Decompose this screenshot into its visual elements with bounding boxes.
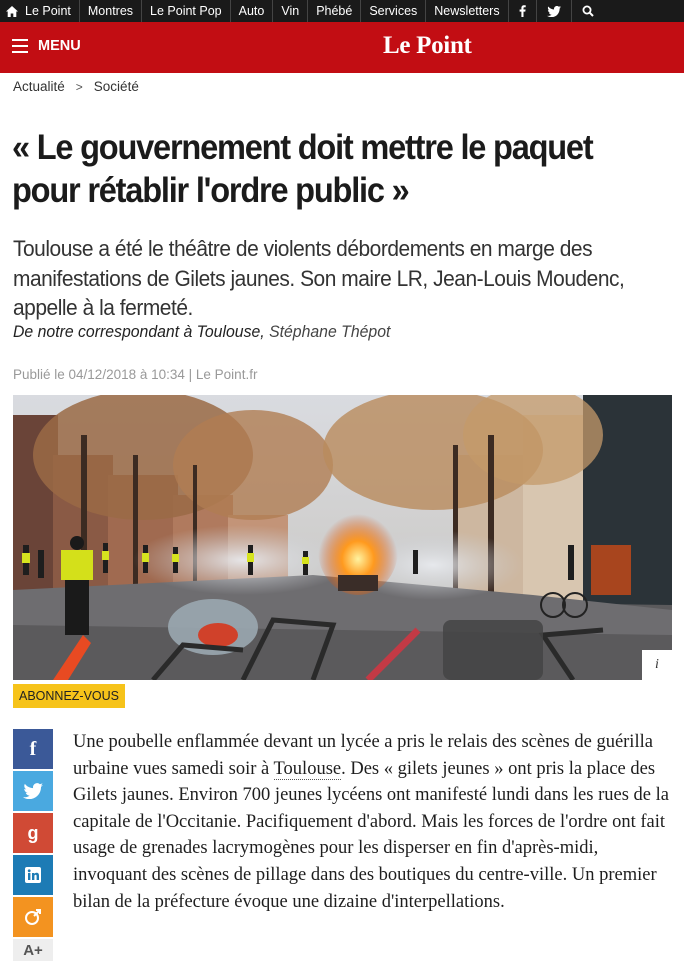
font-size-icon: A+	[23, 941, 43, 959]
nav-item-label: Vin	[281, 4, 300, 18]
nav-item-vin[interactable]	[273, 0, 308, 22]
nav-item-label: Auto	[238, 4, 265, 18]
nav-item-newsletters[interactable]	[426, 0, 508, 22]
facebook-link[interactable]	[509, 0, 537, 22]
body-text-part: Une poubelle enflammée devant un lycée a pris le relais des scènes de guérilla urbaine vues samedi soir à	[73, 732, 653, 779]
share-email-button[interactable]	[13, 897, 53, 937]
photo-info-button[interactable]: i	[642, 650, 672, 680]
twitter-icon	[547, 6, 561, 17]
breadcrumb-item-actualite[interactable]: Actualité	[13, 79, 65, 94]
linkedin-icon	[25, 867, 41, 883]
nav-item-services[interactable]	[361, 0, 426, 22]
breadcrumb	[13, 79, 139, 94]
site-header	[0, 22, 684, 73]
twitter-icon	[23, 783, 43, 799]
search-button[interactable]	[572, 0, 604, 22]
nav-item-phebe[interactable]	[308, 0, 361, 22]
toulouse-link[interactable]: Toulouse	[273, 758, 342, 779]
nav-item-auto[interactable]	[231, 0, 274, 22]
publication-date: Publié le 04/12/2018 à 10:34 | Le Point.fr	[13, 367, 258, 382]
share-google-button[interactable]	[13, 813, 53, 853]
hamburger-icon	[12, 39, 28, 53]
article-photo[interactable]	[13, 395, 672, 680]
share-linkedin-button[interactable]	[13, 855, 53, 895]
breadcrumb-item-societe[interactable]: Société	[93, 79, 139, 94]
search-icon	[582, 5, 594, 17]
share-bar	[13, 729, 53, 963]
nav-item-label: Services	[369, 4, 418, 18]
nav-item-le-point[interactable]	[0, 0, 80, 22]
site-logo[interactable]: Le Point	[383, 32, 472, 59]
menu-button[interactable]	[12, 38, 81, 54]
article-byline	[13, 322, 390, 342]
top-navigation	[0, 0, 684, 22]
home-icon	[6, 6, 18, 17]
body-text-part: . Des « gilets jeunes » ont pris la place des Gilets jaunes. Environ 700 jeunes lycéens ont manifesté lundi dans les rues de la capitale de l'Occitanie. Pacifiquement d'abord. Mais les forces de l'ordre ont fait usage de grenades lacrymogènes pour les disperser en fin d'après-midi, invoquant des scènes de pillage dans des boutiques du centre-ville. Un premier bilan de la préfecture évoque une dizaine d'interpellations.	[73, 758, 669, 912]
article-chapo: Toulouse a été le théâtre de violents débordements en marge des manifestations de Gilets jaunes. Son maire LR, Jean-Louis Moudenc, appelle à la fermeté.	[13, 236, 625, 320]
google-icon: g	[27, 822, 39, 843]
chevron-right-icon: >	[75, 79, 83, 94]
byline-author[interactable]: Stéphane Thépot	[269, 322, 391, 341]
nav-item-label: Le Point Pop	[150, 4, 222, 18]
nav-item-label: Newsletters	[434, 4, 500, 18]
subscribe-button[interactable]: ABONNEZ-VOUS	[13, 684, 125, 708]
nav-item-montres[interactable]	[80, 0, 142, 22]
menu-label: MENU	[38, 38, 81, 54]
twitter-link[interactable]	[537, 0, 572, 22]
font-size-button[interactable]	[13, 939, 53, 961]
facebook-icon	[519, 5, 526, 17]
share-twitter-button[interactable]	[13, 771, 53, 811]
byline-prefix: De notre correspondant à Toulouse,	[13, 322, 265, 341]
nav-item-label: Phébé	[316, 4, 353, 18]
article-body-paragraph	[73, 729, 673, 915]
nav-item-label: Montres	[87, 4, 134, 18]
share-icon	[23, 907, 43, 927]
nav-item-label: Le Point	[25, 4, 71, 18]
nav-item-le-point-pop[interactable]	[142, 0, 231, 22]
facebook-icon: f	[29, 737, 37, 760]
share-facebook-button[interactable]	[13, 729, 53, 769]
article-title: « Le gouvernement doit mettre le paquet pour rétablir l'ordre public »	[12, 128, 593, 210]
